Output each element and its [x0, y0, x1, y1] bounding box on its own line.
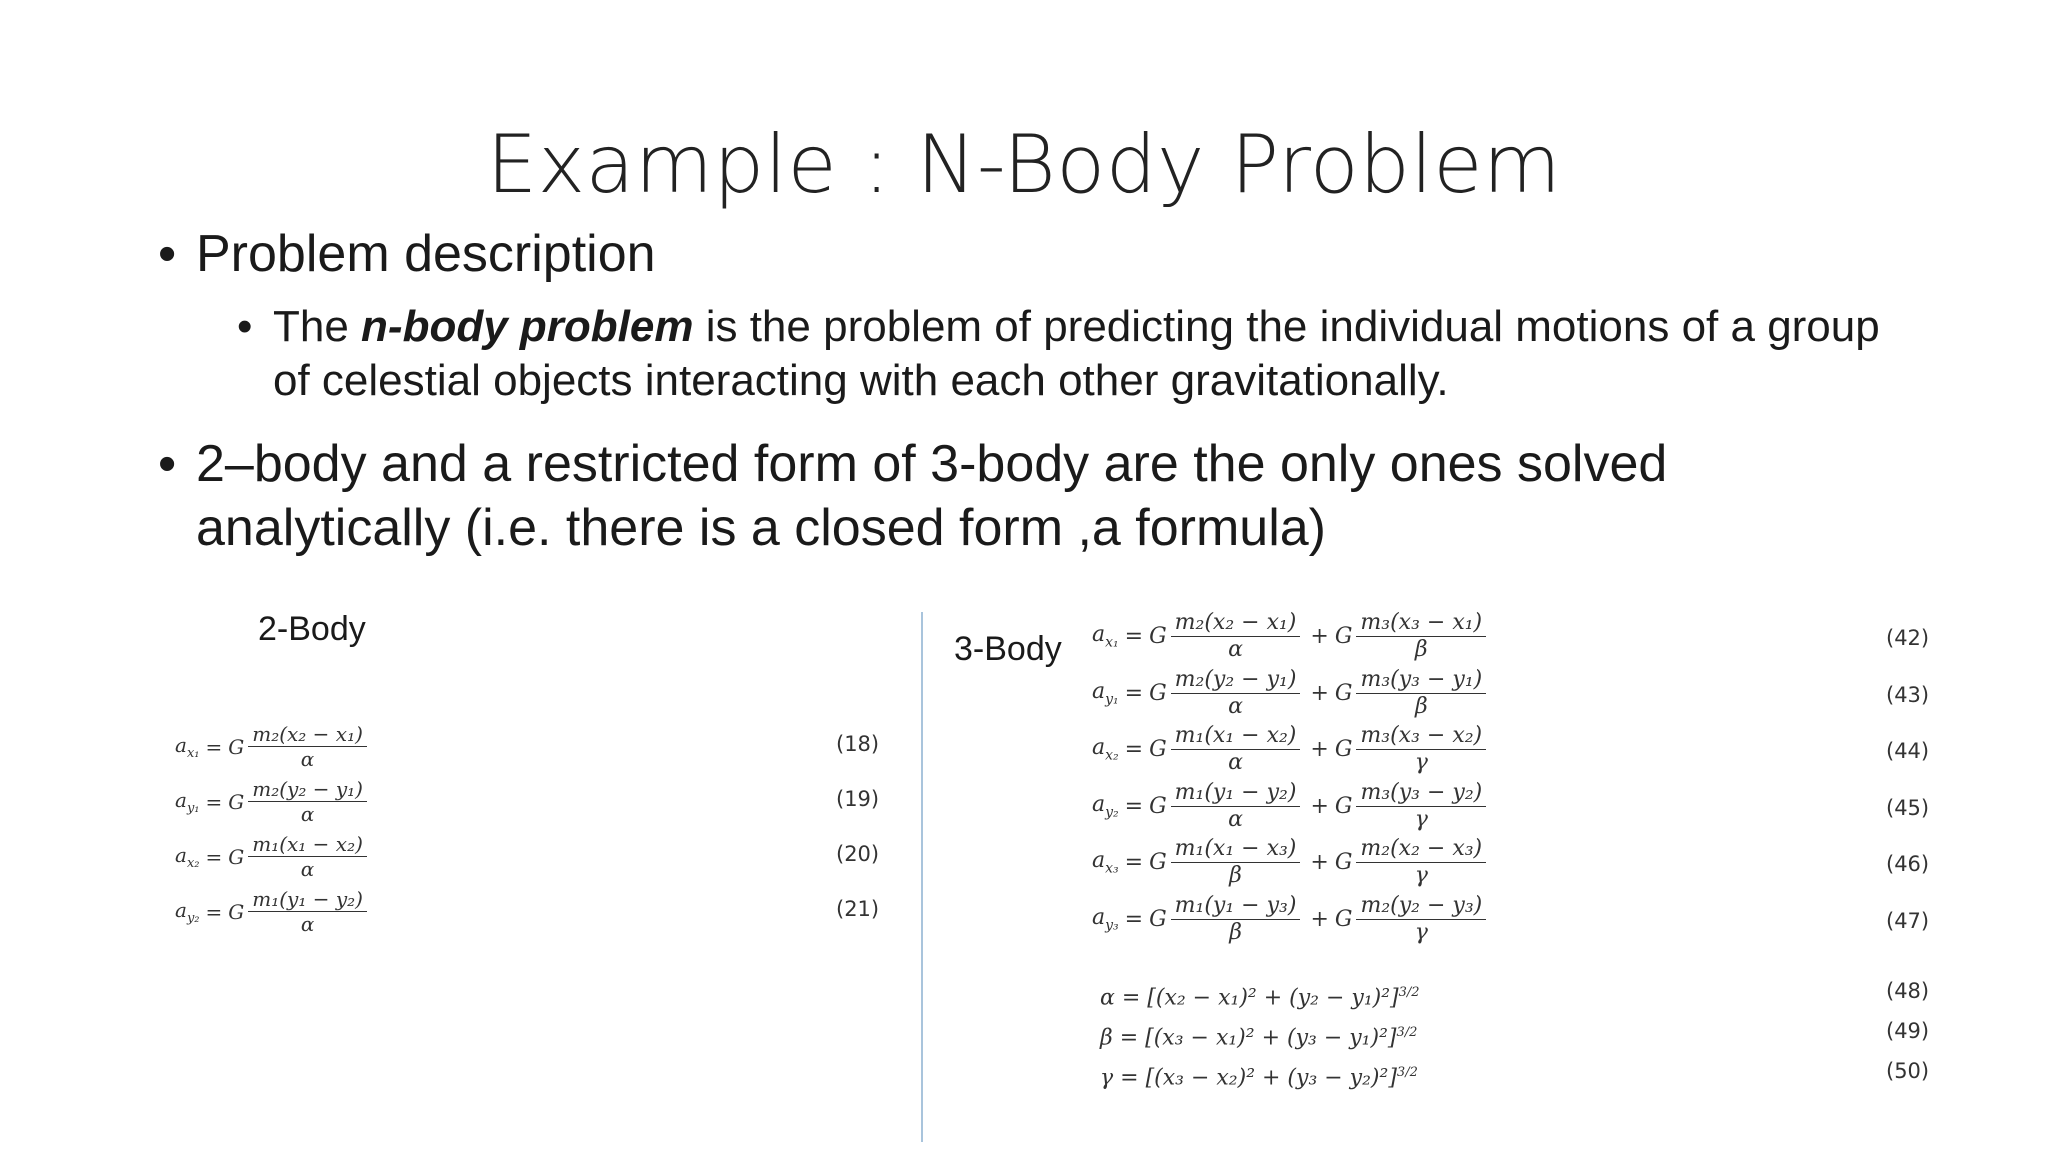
column-divider: [921, 612, 923, 1142]
equation-row: [175, 777, 371, 826]
subscript: x₁: [186, 745, 200, 761]
denominator: α: [1228, 693, 1243, 719]
constant-g: G: [228, 789, 245, 814]
equation-number: (18): [836, 732, 880, 756]
numerator: m₃(y₃ − y₁): [1356, 667, 1486, 694]
equation-row: [1092, 836, 1490, 889]
exponent: 3/2: [1396, 1025, 1418, 1040]
definition-text: α = [(x₂ − x₁)² + (y₂ − y₁)²]: [1100, 985, 1399, 1011]
fraction: [1171, 610, 1301, 663]
equation-lhs: $a_{x_3}$: [1092, 848, 1119, 877]
fraction: [1171, 780, 1301, 833]
denominator: α: [300, 747, 315, 771]
constant-g: G: [1334, 793, 1353, 819]
equation-lhs: $a_{y_1}$: [1092, 678, 1119, 708]
constant-g: G: [1149, 906, 1167, 932]
constant-g: G: [1334, 624, 1353, 649]
sub-bullet-prefix: The: [273, 302, 362, 351]
subscript: x₃: [1105, 860, 1119, 877]
equals-sign: =: [1124, 624, 1144, 649]
constant-g: G: [1334, 906, 1353, 932]
equation-lhs: $a_{y_1}$: [175, 787, 200, 816]
fraction: [1171, 893, 1301, 946]
numerator: m₂(y₂ − y₁): [248, 777, 367, 802]
subscript: x₂: [186, 855, 200, 871]
numerator: m₃(x₃ − x₁): [1356, 610, 1486, 637]
plus-sign: +: [1310, 737, 1329, 762]
numerator: m₁(y₁ − y₂): [1171, 780, 1301, 807]
subscript: x₂: [1105, 747, 1119, 764]
equation-row: [1092, 780, 1490, 833]
constant-g: G: [1149, 624, 1167, 649]
equation-row: [175, 887, 371, 936]
plus-sign: +: [1310, 624, 1329, 649]
denominator: β: [1414, 637, 1428, 662]
constant-g: G: [228, 844, 245, 869]
bullet-text: Problem description: [196, 225, 656, 283]
numerator: m₃(x₃ − x₂): [1356, 723, 1486, 750]
definition-equation: [1100, 1025, 1417, 1050]
constant-g: G: [1334, 850, 1353, 875]
fraction: [1356, 836, 1486, 889]
fraction: [1171, 723, 1301, 776]
fraction: [1171, 667, 1301, 720]
equals-sign: =: [205, 789, 223, 814]
denominator: α: [300, 802, 315, 826]
constant-g: G: [1334, 737, 1353, 762]
fraction: [1356, 723, 1486, 776]
three-body-label: 3-Body: [954, 630, 1062, 668]
equation-row: [1092, 723, 1490, 776]
sub-bullet-text: [273, 300, 1917, 408]
equation-lhs: $a_{x_1}$: [1092, 622, 1119, 651]
equation-row: [1092, 667, 1490, 720]
constant-g: G: [1149, 793, 1167, 819]
denominator: β: [1414, 693, 1428, 719]
plus-sign: +: [1310, 906, 1329, 932]
fraction: [1356, 667, 1486, 720]
equation-number: (20): [836, 842, 880, 866]
subscript: y₁: [186, 800, 200, 816]
fraction: [1356, 610, 1486, 663]
equation-row: [1092, 610, 1490, 663]
denominator: α: [1228, 806, 1243, 832]
equation-lhs: $a_{y_2}$: [175, 897, 200, 926]
subscript: y₃: [1105, 917, 1119, 934]
subscript: x₁: [1105, 634, 1119, 651]
denominator: α: [300, 857, 315, 881]
bullet-marker: •: [158, 225, 177, 283]
exponent: 3/2: [1396, 1065, 1418, 1080]
constant-g: G: [1149, 737, 1167, 762]
equals-sign: =: [205, 734, 223, 759]
subscript: y₂: [186, 910, 200, 926]
equals-sign: =: [1124, 906, 1144, 932]
equation-number: (44): [1886, 739, 1930, 763]
equation-lhs: $a_{x_2}$: [175, 842, 200, 871]
plus-sign: +: [1310, 850, 1329, 875]
numerator: m₁(y₁ − y₂): [248, 887, 367, 912]
fraction: [1356, 780, 1486, 833]
equation-lhs: $a_{x_2}$: [1092, 735, 1119, 764]
equals-sign: =: [1124, 737, 1144, 762]
two-body-label: 2-Body: [258, 610, 366, 648]
plus-sign: +: [1310, 793, 1329, 819]
fraction: [1171, 836, 1301, 889]
equation-number: (46): [1886, 852, 1930, 876]
equals-sign: =: [205, 899, 223, 924]
equation-number: (45): [1886, 795, 1930, 820]
sub-bullet-term-text: n-body problem: [361, 302, 694, 351]
constant-g: G: [1149, 850, 1167, 875]
denominator: γ: [1414, 919, 1428, 945]
equation-number: (19): [836, 787, 880, 811]
equals-sign: =: [1124, 793, 1144, 819]
exponent: 3/2: [1398, 985, 1420, 1000]
numerator: m₂(x₂ − x₃): [1356, 836, 1486, 863]
numerator: m₃(y₃ − y₂): [1356, 780, 1486, 807]
numerator: m₁(y₁ − y₃): [1171, 893, 1301, 920]
slide-title: Example : N-Body Problem: [486, 118, 1562, 211]
equation-number: (43): [1886, 682, 1930, 707]
subscript: y₂: [1105, 804, 1119, 821]
equation-number: (50): [1886, 1059, 1930, 1083]
fraction: [248, 832, 367, 881]
denominator: γ: [1414, 863, 1428, 888]
equation-number: (47): [1886, 908, 1930, 933]
sub-bullet-term: [361, 302, 693, 351]
constant-g: G: [228, 899, 245, 924]
fraction: [248, 887, 367, 936]
denominator: β: [1229, 863, 1242, 888]
equation-lhs: $a_{x_1}$: [175, 732, 200, 761]
fraction: [248, 722, 367, 771]
equation-row: [175, 832, 371, 881]
fraction: [248, 777, 367, 826]
numerator: m₂(x₂ − x₁): [1171, 610, 1301, 637]
bullet-text: 2–body and a restricted form of 3-body are the only ones solved analytically (i.e. there is a closed form ,a formula): [196, 435, 1668, 557]
equals-sign: =: [205, 844, 223, 869]
equation-lhs: $a_{y_2}$: [1092, 791, 1119, 821]
denominator: α: [1228, 637, 1243, 662]
definition-text: β = [(x₃ − x₁)² + (y₃ − y₁)²]: [1100, 1025, 1397, 1051]
numerator: m₁(x₁ − x₂): [248, 832, 367, 857]
sub-bullet-marker: •: [237, 302, 253, 351]
denominator: γ: [1414, 750, 1428, 775]
fraction: [1356, 893, 1486, 946]
equation-number: (48): [1886, 979, 1930, 1003]
constant-g: G: [1149, 680, 1167, 706]
denominator: α: [300, 912, 315, 936]
equation-number: (21): [836, 897, 880, 921]
denominator: γ: [1414, 806, 1428, 832]
constant-g: G: [228, 734, 245, 759]
equation-number: (42): [1886, 626, 1930, 650]
numerator: m₂(y₂ − y₁): [1171, 667, 1301, 694]
numerator: m₂(y₂ − y₃): [1356, 893, 1486, 920]
constant-g: G: [1334, 680, 1353, 706]
sub-bullet-rest: is the problem of predicting the individual motions of a group of celestial objects interacting with each other gravitationally.: [273, 302, 1880, 405]
equals-sign: =: [1124, 850, 1144, 875]
definition-equation: [1100, 985, 1420, 1010]
numerator: m₂(x₂ − x₁): [248, 722, 367, 747]
denominator: α: [1228, 750, 1243, 775]
bullet-marker: •: [158, 435, 177, 493]
equation-row: [1092, 893, 1490, 946]
subscript: y₁: [1105, 691, 1119, 708]
equation-row: [175, 722, 371, 771]
plus-sign: +: [1310, 680, 1329, 706]
equals-sign: =: [1124, 680, 1144, 706]
definition-text: γ = [(x₃ − x₂)² + (y₃ − y₂)²]: [1100, 1065, 1397, 1091]
numerator: m₁(x₁ − x₃): [1171, 836, 1301, 863]
numerator: m₁(x₁ − x₂): [1171, 723, 1301, 750]
equation-lhs: $a_{y_3}$: [1092, 904, 1119, 934]
denominator: β: [1229, 919, 1242, 945]
definition-equation: [1100, 1065, 1418, 1090]
equation-number: (49): [1886, 1019, 1930, 1043]
